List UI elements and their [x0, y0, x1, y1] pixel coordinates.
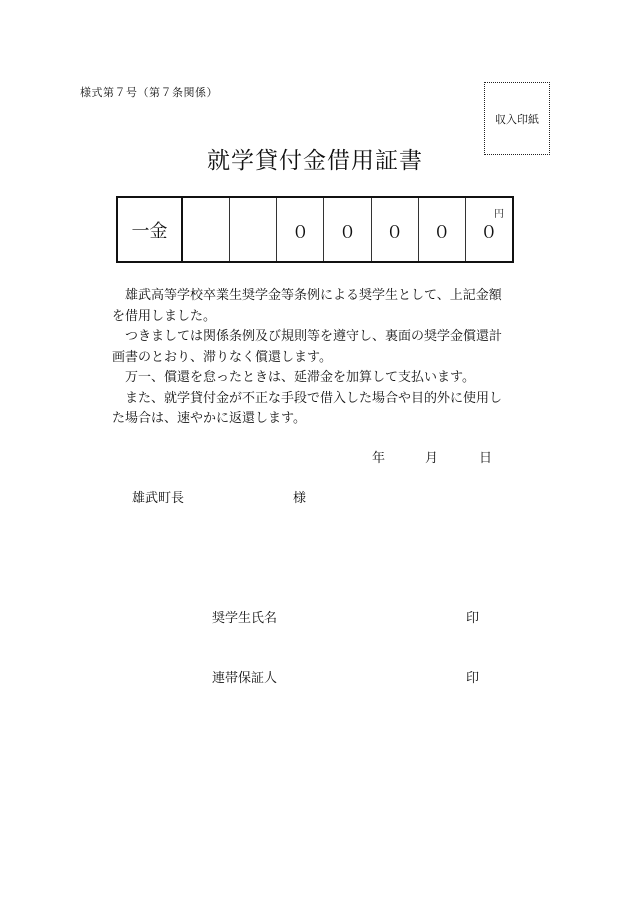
- revenue-stamp-label: 収入印紙: [495, 112, 539, 126]
- body-paragraph: 雄武高等学校卒業生奨学金等条例による奨学生として、上記金額を借用しました。: [112, 288, 502, 324]
- amount-digit-cell-last[interactable]: [466, 198, 512, 261]
- amount-digit-cell[interactable]: ０: [277, 198, 324, 261]
- addressee: 雄武町長: [132, 491, 185, 506]
- amount-digit: ０: [480, 223, 498, 243]
- amount-digit-cell[interactable]: [230, 198, 277, 261]
- date-day-label: 日: [479, 451, 493, 466]
- amount-digit-cell[interactable]: [183, 198, 230, 261]
- amount-label: 一金: [118, 198, 183, 261]
- date-month-label: 月: [425, 451, 439, 466]
- honorific: 様: [293, 491, 307, 506]
- amount-digit-cell[interactable]: ０: [419, 198, 466, 261]
- amount-digit-cell[interactable]: ０: [372, 198, 419, 261]
- body-text: [112, 286, 508, 430]
- guarantor-seal-mark: 印: [466, 671, 480, 686]
- body-paragraph: また、就学貸付金が不正な手段で借入した場合や目的外に使用した場合は、速やかに返還します。: [112, 390, 503, 426]
- amount-digit-cell[interactable]: ０: [324, 198, 371, 261]
- yen-unit: 円: [493, 209, 504, 220]
- amount-table: [116, 196, 514, 263]
- guarantor-label: 連帯保証人: [212, 671, 278, 686]
- form-number: 様式第７号（第７条関係）: [80, 86, 218, 99]
- document-title: 就学貸付金借用証書: [207, 148, 423, 174]
- body-paragraph: 万一、償還を怠ったときは、延滞金を加算して支払います。: [125, 370, 475, 385]
- body-paragraph: つきましては関係条例及び規則等を遵守し、裏面の奨学金償還計画書のとおり、滞りなく償還します。: [112, 329, 503, 365]
- student-name-label: 奨学生氏名: [212, 611, 278, 626]
- date-year-label: 年: [372, 451, 386, 466]
- student-seal-mark: 印: [466, 611, 480, 626]
